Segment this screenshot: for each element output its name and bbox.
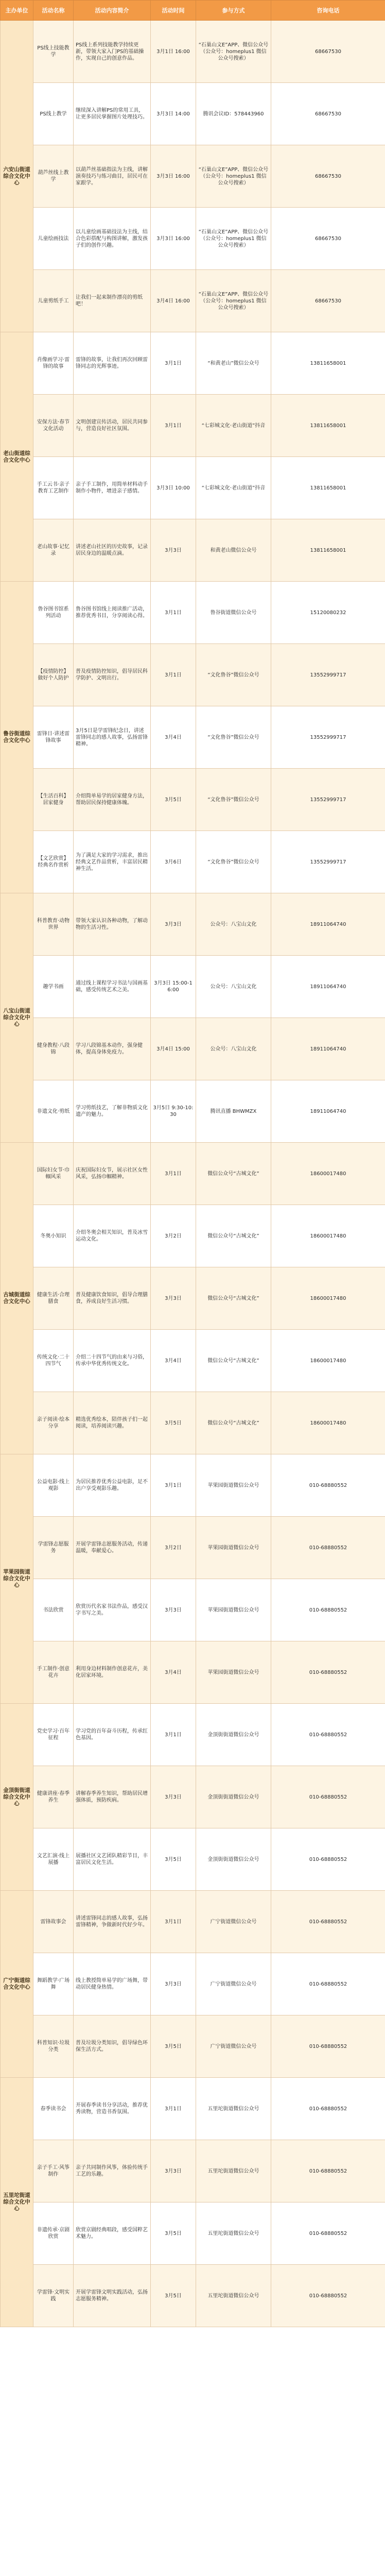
activity-desc-cell: 雷锋的故事，让我们再次回顾雷锋同志的光辉事迹。 xyxy=(74,332,151,395)
activity-method-cell: “石巢山文E”APP、微信公众号（公众号：homeplus1 微信公众号搜索） xyxy=(196,270,271,332)
activity-desc-cell: 为了满足大家的学习需求，推出经典文艺作品赏析，丰富居民精神生活。 xyxy=(74,831,151,893)
activity-method-cell: “石巢山文E”APP、微信公众号（公众号：homeplus1 微信公众号搜索） xyxy=(196,208,271,270)
activity-date-cell: 3月6日 xyxy=(151,831,196,893)
activity-phone-cell: 010-68880552 xyxy=(271,1454,385,1517)
activity-date-cell: 3月3日 xyxy=(151,1766,196,1828)
activity-phone-cell: 18911064740 xyxy=(271,956,385,1018)
activity-date-cell: 3月1日 xyxy=(151,644,196,706)
activity-phone-cell: 68667530 xyxy=(271,208,385,270)
table-row xyxy=(1,1018,385,1080)
table-row xyxy=(1,1454,385,1517)
table-row xyxy=(1,956,385,1018)
activity-name-cell: 健康讲座·春季养生 xyxy=(33,1766,74,1828)
activity-date-cell: 3月3日 xyxy=(151,1579,196,1641)
activity-date-cell: 3月5日 xyxy=(151,1828,196,1891)
activity-name-cell: 鲁谷图书馆系列活动 xyxy=(33,582,74,644)
activity-desc-cell: 欣赏历代名家书法作品，感受汉字书写之美。 xyxy=(74,1579,151,1641)
activity-desc-cell: 欣赏京剧经典唱段，感受国粹艺术魅力。 xyxy=(74,2202,151,2265)
activity-name-cell: 舞蹈教学·广场舞 xyxy=(33,1953,74,2015)
activity-name-cell: PS线上教学 xyxy=(33,83,74,145)
organizer-cell: 老山街道综合文化中心 xyxy=(1,332,33,582)
activity-date-cell: 3月2日 xyxy=(151,1517,196,1579)
activity-phone-cell: 18911064740 xyxy=(271,1018,385,1080)
activity-phone-cell: 18911064740 xyxy=(271,893,385,956)
activity-desc-cell: 普及健康饮食知识，倡导合理膳食，养成良好生活习惯。 xyxy=(74,1267,151,1330)
activity-method-cell: 苹果园街道微信公众号 xyxy=(196,1579,271,1641)
activity-name-cell: 文艺汇演·线上展播 xyxy=(33,1828,74,1891)
activity-desc-cell: 学习八段锦基本动作，强身健体，提高身体免疫力。 xyxy=(74,1018,151,1080)
activity-date-cell: 3月3日 xyxy=(151,2140,196,2202)
activity-desc-cell: 线上教授简单易学的广场舞，带动居民健身热情。 xyxy=(74,1953,151,2015)
table-row xyxy=(1,208,385,270)
activity-phone-cell: 010-68880552 xyxy=(271,1828,385,1891)
activity-method-cell: 金顶街街道微信公众号 xyxy=(196,1766,271,1828)
activity-phone-cell: 010-68880552 xyxy=(271,1766,385,1828)
activity-method-cell: 腾讯会议ID：578443960 xyxy=(196,83,271,145)
activity-desc-cell: 介绍简单易学的居家健身方法，帮助居民保持健康体魄。 xyxy=(74,769,151,831)
activity-date-cell: 3月3日 xyxy=(151,1953,196,2015)
activity-phone-cell: 68667530 xyxy=(271,21,385,83)
activity-name-cell: 葫芦丝线上教学 xyxy=(33,145,74,208)
activity-method-cell: “文化鲁谷”微信公众号 xyxy=(196,644,271,706)
table-row xyxy=(1,1392,385,1454)
activity-phone-cell: 010-68880552 xyxy=(271,1641,385,1704)
activity-phone-cell: 13811658001 xyxy=(271,519,385,582)
activity-method-cell: “文化鲁谷”微信公众号 xyxy=(196,706,271,769)
activity-desc-cell: 开展学雷锋志愿服务活动，传递温暖，奉献爱心。 xyxy=(74,1517,151,1579)
activity-name-cell: 春季读书会 xyxy=(33,2078,74,2140)
organizer-cell: 古城街道综合文化中心 xyxy=(1,1143,33,1454)
table-row xyxy=(1,893,385,956)
activity-phone-cell: 18911064740 xyxy=(271,1080,385,1143)
table-row xyxy=(1,769,385,831)
table-row xyxy=(1,1579,385,1641)
activity-desc-cell: 亲子共同制作风筝，体验传统手工艺的乐趣。 xyxy=(74,2140,151,2202)
activity-name-cell: 冬奥小知识 xyxy=(33,1205,74,1267)
table-row xyxy=(1,1766,385,1828)
activity-desc-cell: 为居民推荐优秀公益电影，足不出户享受观影乐趣。 xyxy=(74,1454,151,1517)
activity-name-cell: 科普教育·动物世界 xyxy=(33,893,74,956)
activity-name-cell: 亲子阅读·绘本分享 xyxy=(33,1392,74,1454)
activity-desc-cell: 继续深入讲解PS的常用工具，让更多居民掌握图片处理技巧。 xyxy=(74,83,151,145)
activity-date-cell: 3月5日 xyxy=(151,2265,196,2327)
activity-method-cell: 微信公众号“古城文化” xyxy=(196,1392,271,1454)
activity-method-cell: 五里坨街道微信公众号 xyxy=(196,2078,271,2140)
table-row xyxy=(1,2202,385,2265)
activity-date-cell: 3月3日 14:00 xyxy=(151,83,196,145)
activity-date-cell: 3月5日 9:30-10:30 xyxy=(151,1080,196,1143)
activity-date-cell: 3月4日 xyxy=(151,706,196,769)
table-row xyxy=(1,1080,385,1143)
activity-desc-cell: 普及垃圾分类知识，倡导绿色环保生活方式。 xyxy=(74,2015,151,2078)
activity-desc-cell: 学习党的百年奋斗历程，传承红色基因。 xyxy=(74,1704,151,1766)
activity-date-cell: 3月3日 xyxy=(151,1267,196,1330)
table-row xyxy=(1,582,385,644)
table-row xyxy=(1,706,385,769)
activity-method-cell: 微信公众号“古城文化” xyxy=(196,1205,271,1267)
activity-date-cell: 3月3日 xyxy=(151,519,196,582)
activity-date-cell: 3月1日 xyxy=(151,1454,196,1517)
activity-date-cell: 3月5日 xyxy=(151,2202,196,2265)
activity-name-cell: 非遗传承·京剧欣赏 xyxy=(33,2202,74,2265)
activity-desc-cell: 讲述老山社区的历史故事，记录居民身边的温暖点滴。 xyxy=(74,519,151,582)
table-row xyxy=(1,2265,385,2327)
activity-name-cell: 【生活百科】居家健身 xyxy=(33,769,74,831)
activity-date-cell: 3月1日 xyxy=(151,1704,196,1766)
activity-name-cell: 手工云书·亲子教育工艺制作 xyxy=(33,457,74,519)
activity-phone-cell: 18600017480 xyxy=(271,1143,385,1205)
activity-date-cell: 3月4日 xyxy=(151,1641,196,1704)
table-row xyxy=(1,519,385,582)
activity-phone-cell: 010-68880552 xyxy=(271,1891,385,1953)
activity-method-cell: 苹果园街道微信公众号 xyxy=(196,1641,271,1704)
activity-name-cell: 老山故事·记忆录 xyxy=(33,519,74,582)
activity-date-cell: 3月5日 xyxy=(151,1392,196,1454)
activity-phone-cell: 13811658001 xyxy=(271,332,385,395)
activity-date-cell: 3月1日 xyxy=(151,1891,196,1953)
activity-method-cell: 微信公众号“古城文化” xyxy=(196,1267,271,1330)
activity-phone-cell: 010-68880552 xyxy=(271,2202,385,2265)
activity-method-cell: 广宁街道微信公众号 xyxy=(196,1891,271,1953)
activity-desc-cell: 亲子手工制作，用简单材料动手制作小物件，增进亲子感情。 xyxy=(74,457,151,519)
activity-desc-cell: 文明创建宣传活动，居民共同参与，营造良好社区氛围。 xyxy=(74,395,151,457)
organizer-cell: 鲁谷街道综合文化中心 xyxy=(1,582,33,893)
activity-name-cell: 儿童剪纸手工 xyxy=(33,270,74,332)
activity-phone-cell: 010-68880552 xyxy=(271,1953,385,2015)
table-row xyxy=(1,1953,385,2015)
activity-date-cell: 3月1日 16:00 xyxy=(151,21,196,83)
table-row xyxy=(1,1330,385,1392)
activity-phone-cell: 15120080232 xyxy=(271,582,385,644)
organizer-cell: 苹果园街道综合文化中心 xyxy=(1,1454,33,1704)
table-row xyxy=(1,83,385,145)
activity-name-cell: 公益电影·线上观影 xyxy=(33,1454,74,1517)
activity-method-cell: 五里坨街道微信公众号 xyxy=(196,2202,271,2265)
activity-phone-cell: 010-68880552 xyxy=(271,2015,385,2078)
activity-desc-cell: 介绍二十四节气的由来与习俗，传承中华优秀传统文化。 xyxy=(74,1330,151,1392)
activity-phone-cell: 010-68880552 xyxy=(271,1704,385,1766)
activity-name-cell: 雷锋日·讲述雷锋故事 xyxy=(33,706,74,769)
activity-name-cell: 健康生活·合理膳食 xyxy=(33,1267,74,1330)
activity-method-cell: 微信公众号“古城文化” xyxy=(196,1330,271,1392)
activity-name-cell: 非遗文化·剪纸 xyxy=(33,1080,74,1143)
table-row xyxy=(1,1704,385,1766)
table-row xyxy=(1,395,385,457)
activity-name-cell: 趣学书画 xyxy=(33,956,74,1018)
activity-date-cell: 3月5日 xyxy=(151,769,196,831)
activity-name-cell: 手工制作·创意花卉 xyxy=(33,1641,74,1704)
activity-method-cell: 五里坨街道微信公众号 xyxy=(196,2140,271,2202)
activity-phone-cell: 010-68880552 xyxy=(271,1517,385,1579)
activity-name-cell: 健身教程·八段锦 xyxy=(33,1018,74,1080)
table-row xyxy=(1,1891,385,1953)
table-row xyxy=(1,21,385,83)
table-row xyxy=(1,1143,385,1205)
activity-desc-cell: 普及疫情防控知识，倡导居民科学防护、文明出行。 xyxy=(74,644,151,706)
activity-desc-cell: PS线上系列技能教学持续更新，带领大家入门PS的基础操作，实现自己的创意作品。 xyxy=(74,21,151,83)
activity-desc-cell: 庆祝国际妇女节，展示社区女性风采，弘扬巾帼精神。 xyxy=(74,1143,151,1205)
activity-method-cell: 金顶街街道微信公众号 xyxy=(196,1704,271,1766)
activity-method-cell: “石巢山文E”APP、微信公众号（公众号：homeplus1 微信公众号搜索） xyxy=(196,21,271,83)
activity-date-cell: 3月4日 15:00 xyxy=(151,1018,196,1080)
activity-method-cell: “文化鲁谷”微信公众号 xyxy=(196,831,271,893)
activity-phone-cell: 010-68880552 xyxy=(271,2140,385,2202)
organizer-cell: 广宁街道综合文化中心 xyxy=(1,1891,33,2078)
activity-date-cell: 3月1日 xyxy=(151,2078,196,2140)
activity-method-cell: “七彩城文化·老山街道”抖音 xyxy=(196,457,271,519)
activity-name-cell: 【疫情防控】做好个人防护 xyxy=(33,644,74,706)
activity-desc-cell: 开展春季读书分享活动，推荐优秀读物，营造书香氛围。 xyxy=(74,2078,151,2140)
activity-phone-cell: 18600017480 xyxy=(271,1205,385,1267)
table-body xyxy=(1,21,385,2327)
activity-desc-cell: 讲解春季养生知识，帮助居民增强体质，预防疾病。 xyxy=(74,1766,151,1828)
activity-phone-cell: 13552999717 xyxy=(271,831,385,893)
activity-method-cell: 公众号：八宝山文化 xyxy=(196,956,271,1018)
activity-date-cell: 3月3日 15:00-16:00 xyxy=(151,956,196,1018)
organizer-cell: 六安山街道综合文化中心 xyxy=(1,21,33,332)
activity-name-cell: 亲子手工·风筝制作 xyxy=(33,2140,74,2202)
activity-date-cell: 3月3日 10:00 xyxy=(151,457,196,519)
activity-date-cell: 3月4日 16:00 xyxy=(151,270,196,332)
activity-phone-cell: 18600017480 xyxy=(271,1267,385,1330)
activity-name-cell: 安保方法·春节文化活动 xyxy=(33,395,74,457)
activity-method-cell: 金顶街街道微信公众号 xyxy=(196,1828,271,1891)
activity-desc-cell: 鲁谷图书馆线上阅读推广活动，推荐优秀书目，分享阅读心得。 xyxy=(74,582,151,644)
activity-name-cell: 儿童绘画技法 xyxy=(33,208,74,270)
table-row xyxy=(1,1828,385,1891)
activity-desc-cell: 展播社区文艺团队精彩节目，丰富居民文化生活。 xyxy=(74,1828,151,1891)
header-method: 参与方式 xyxy=(196,1,271,21)
table-row xyxy=(1,1641,385,1704)
activity-name-cell: 肖像画学习·雷锋的故事 xyxy=(33,332,74,395)
organizer-cell: 五里坨街道综合文化中心 xyxy=(1,2078,33,2327)
activity-date-cell: 3月3日 16:00 xyxy=(151,145,196,208)
activity-phone-cell: 68667530 xyxy=(271,83,385,145)
activity-method-cell: “文化鲁谷”微信公众号 xyxy=(196,769,271,831)
activity-method-cell: “和黄老山”微信公众号 xyxy=(196,332,271,395)
activity-name-cell: 【文艺欣赏】经典名作赏析 xyxy=(33,831,74,893)
organizer-cell: 八宝山街道综合文化中心 xyxy=(1,893,33,1143)
activity-method-cell: 和黄老山微信公众号 xyxy=(196,519,271,582)
activity-desc-cell: 通过线上课程学习书法与国画基础，感受传统艺术之美。 xyxy=(74,956,151,1018)
activity-name-cell: PS线上技能教学 xyxy=(33,21,74,83)
activity-desc-cell: 3月5日是学雷锋纪念日，讲述雷锋同志的感人故事，弘扬雷锋精神。 xyxy=(74,706,151,769)
table-row xyxy=(1,145,385,208)
header-date: 活动时间 xyxy=(151,1,196,21)
organizer-cell: 金顶街街道综合文化中心 xyxy=(1,1704,33,1891)
activity-desc-cell: 利用身边材料制作创意花卉，美化居家环境。 xyxy=(74,1641,151,1704)
activity-name-cell: 科普知识·垃圾分类 xyxy=(33,2015,74,2078)
table-row xyxy=(1,1517,385,1579)
table-row xyxy=(1,1267,385,1330)
table-row xyxy=(1,2078,385,2140)
activity-desc-cell: 学习剪纸技艺，了解非物质文化遗产的魅力。 xyxy=(74,1080,151,1143)
activity-desc-cell: 以葫芦丝基础指法为主线，讲解演奏技巧与练习曲目，居民可在家跟学。 xyxy=(74,145,151,208)
activity-date-cell: 3月1日 xyxy=(151,395,196,457)
activity-name-cell: 学雷锋·文明实践 xyxy=(33,2265,74,2327)
activity-phone-cell: 13552999717 xyxy=(271,769,385,831)
activity-date-cell: 3月3日 xyxy=(151,893,196,956)
activity-method-cell: 鲁谷街道微信公众号 xyxy=(196,582,271,644)
activity-name-cell: 书法欣赏 xyxy=(33,1579,74,1641)
header-phone: 咨询电话 xyxy=(271,1,385,21)
table-row xyxy=(1,457,385,519)
activity-name-cell: 国际妇女节·巾帼风采 xyxy=(33,1143,74,1205)
activity-method-cell: 公众号：八宝山文化 xyxy=(196,893,271,956)
activity-phone-cell: 13552999717 xyxy=(271,706,385,769)
activity-method-cell: 苹果园街道微信公众号 xyxy=(196,1454,271,1517)
activity-desc-cell: 介绍冬奥会相关知识，普及冰雪运动文化。 xyxy=(74,1205,151,1267)
table-row xyxy=(1,332,385,395)
activity-phone-cell: 13552999717 xyxy=(271,644,385,706)
table-header-row xyxy=(1,1,385,21)
table-row xyxy=(1,270,385,332)
activity-date-cell: 3月5日 xyxy=(151,2015,196,2078)
table-row xyxy=(1,831,385,893)
activity-name-cell: 雷锋故事会 xyxy=(33,1891,74,1953)
activity-name-cell: 党史学习·百年征程 xyxy=(33,1704,74,1766)
activity-name-cell: 传统文化·二十四节气 xyxy=(33,1330,74,1392)
activity-method-cell: “七彩城文化·老山街道”抖音 xyxy=(196,395,271,457)
activity-phone-cell: 010-68880552 xyxy=(271,2265,385,2327)
activity-method-cell: 微信公众号“古城文化” xyxy=(196,1143,271,1205)
activity-date-cell: 3月4日 xyxy=(151,1330,196,1392)
activity-date-cell: 3月1日 xyxy=(151,332,196,395)
activity-method-cell: 广宁街道微信公众号 xyxy=(196,2015,271,2078)
activity-date-cell: 3月1日 xyxy=(151,582,196,644)
activity-method-cell: 广宁街道微信公众号 xyxy=(196,1953,271,2015)
activity-desc-cell: 开展学雷锋文明实践活动，弘扬志愿服务精神。 xyxy=(74,2265,151,2327)
activity-phone-cell: 010-68880552 xyxy=(271,2078,385,2140)
activity-phone-cell: 68667530 xyxy=(271,270,385,332)
activity-method-cell: 腾讯直播 BHWMZX xyxy=(196,1080,271,1143)
header-desc: 活动内容简介 xyxy=(74,1,151,21)
table-row xyxy=(1,2015,385,2078)
table-row xyxy=(1,1205,385,1267)
header-name: 活动名称 xyxy=(33,1,74,21)
activity-date-cell: 3月1日 xyxy=(151,1143,196,1205)
activity-desc-cell: 讲述雷锋同志的感人故事，弘扬雷锋精神，争做新时代好少年。 xyxy=(74,1891,151,1953)
activity-desc-cell: 带领大家认识各种动物，了解动物的生活习性。 xyxy=(74,893,151,956)
table-row xyxy=(1,644,385,706)
activity-method-cell: 五里坨街道微信公众号 xyxy=(196,2265,271,2327)
activity-desc-cell: 精选优秀绘本，陪伴孩子们一起阅读，培养阅读兴趣。 xyxy=(74,1392,151,1454)
activity-method-cell: “石巢山文E”APP、微信公众号（公众号：homeplus1 微信公众号搜索） xyxy=(196,145,271,208)
activity-phone-cell: 13811658001 xyxy=(271,457,385,519)
activity-method-cell: 苹果园街道微信公众号 xyxy=(196,1517,271,1579)
activity-phone-cell: 18600017480 xyxy=(271,1392,385,1454)
activity-phone-cell: 68667530 xyxy=(271,145,385,208)
activity-date-cell: 3月2日 xyxy=(151,1205,196,1267)
activity-phone-cell: 13811658001 xyxy=(271,395,385,457)
activity-date-cell: 3月3日 16:00 xyxy=(151,208,196,270)
table-row xyxy=(1,2140,385,2202)
activity-desc-cell: 以儿童绘画基础技法为主线，结合色彩搭配与构图讲解，激发孩子们的创作兴趣。 xyxy=(74,208,151,270)
activity-name-cell: 学雷锋志愿服务 xyxy=(33,1517,74,1579)
activity-desc-cell: 让我们一起来制作漂亮的剪纸吧！ xyxy=(74,270,151,332)
activity-phone-cell: 010-68880552 xyxy=(271,1579,385,1641)
header-org: 主办单位 xyxy=(1,1,33,21)
activity-phone-cell: 18600017480 xyxy=(271,1330,385,1392)
activity-method-cell: 公众号：八宝山文化 xyxy=(196,1018,271,1080)
